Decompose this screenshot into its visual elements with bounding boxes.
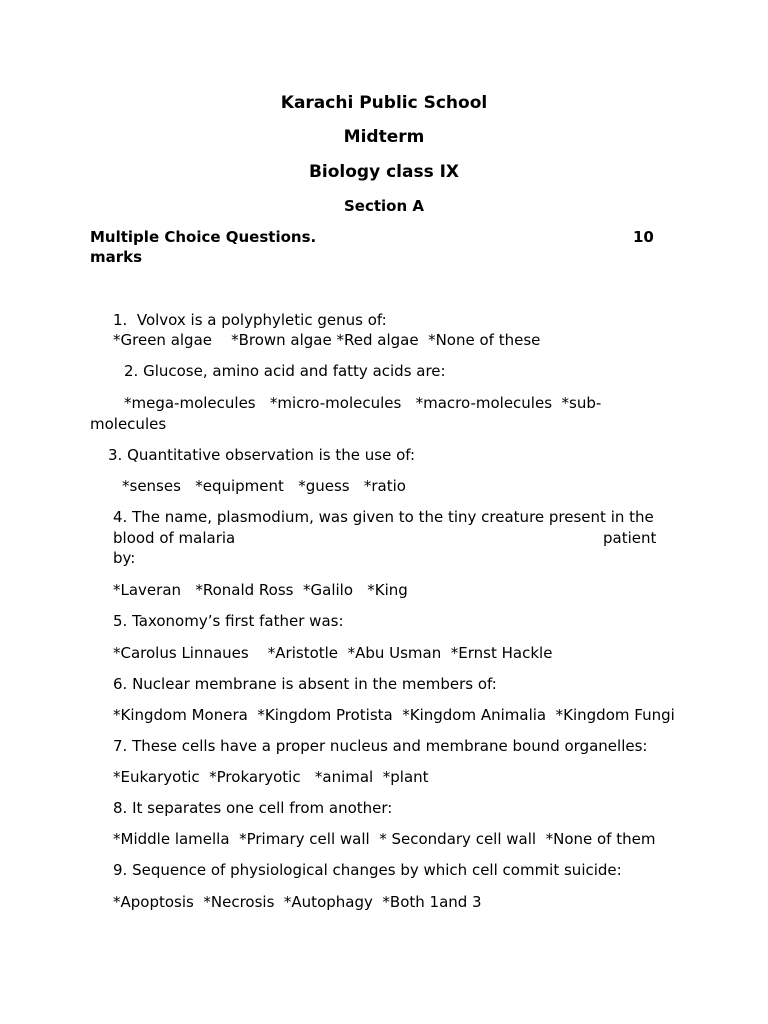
question-7: 7. These cells have a proper nucleus and membrane bound organelles: — [113, 737, 648, 755]
question-4-line2b: patient — [603, 529, 657, 547]
mcq-heading: Multiple Choice Questions. — [90, 228, 317, 246]
options-8: *Middle lamella *Primary cell wall * Secondary cell wall *None of them — [113, 830, 656, 848]
question-9: 9. Sequence of physiological changes by which cell commit suicide: — [113, 861, 622, 879]
question-1: 1. Volvox is a polyphyletic genus of: — [113, 311, 387, 329]
options-2-line2: molecules — [90, 415, 167, 433]
options-7: *Eukaryotic *Prokaryotic *animal *plant — [113, 768, 429, 786]
options-1: *Green algae *Brown algae *Red algae *None of these — [113, 331, 541, 349]
question-4-line2a: blood of malaria — [113, 529, 236, 547]
section-title: Section A — [344, 197, 424, 215]
question-5: 5. Taxonomy’s first father was: — [113, 612, 344, 630]
options-2-line1: *mega-molecules *micro-molecules *macro-molecules *sub- — [124, 394, 602, 412]
options-3: *senses *equipment *guess *ratio — [122, 477, 406, 495]
question-6: 6. Nuclear membrane is absent in the members of: — [113, 675, 497, 693]
question-8: 8. It separates one cell from another: — [113, 799, 393, 817]
options-9: *Apoptosis *Necrosis *Autophagy *Both 1and 3 — [113, 893, 482, 911]
question-4-line1: 4. The name, plasmodium, was given to the tiny creature present in the — [113, 508, 654, 526]
mcq-marks-value: 10 — [633, 228, 654, 246]
mcq-marks-word: marks — [90, 248, 143, 266]
subject-title: Biology class IX — [308, 162, 460, 182]
options-6: *Kingdom Monera *Kingdom Protista *Kingdom Animalia *Kingdom Fungi — [113, 706, 675, 724]
question-4-line3: by: — [113, 549, 136, 567]
question-3: 3. Quantitative observation is the use of: — [108, 446, 416, 464]
question-2: 2. Glucose, amino acid and fatty acids are: — [124, 362, 446, 380]
school-name: Karachi Public School — [280, 93, 488, 113]
exam-title: Midterm — [343, 127, 425, 147]
options-5: *Carolus Linnaues *Aristotle *Abu Usman *Ernst Hackle — [113, 644, 553, 662]
options-4: *Laveran *Ronald Ross *Galilo *King — [113, 581, 408, 599]
